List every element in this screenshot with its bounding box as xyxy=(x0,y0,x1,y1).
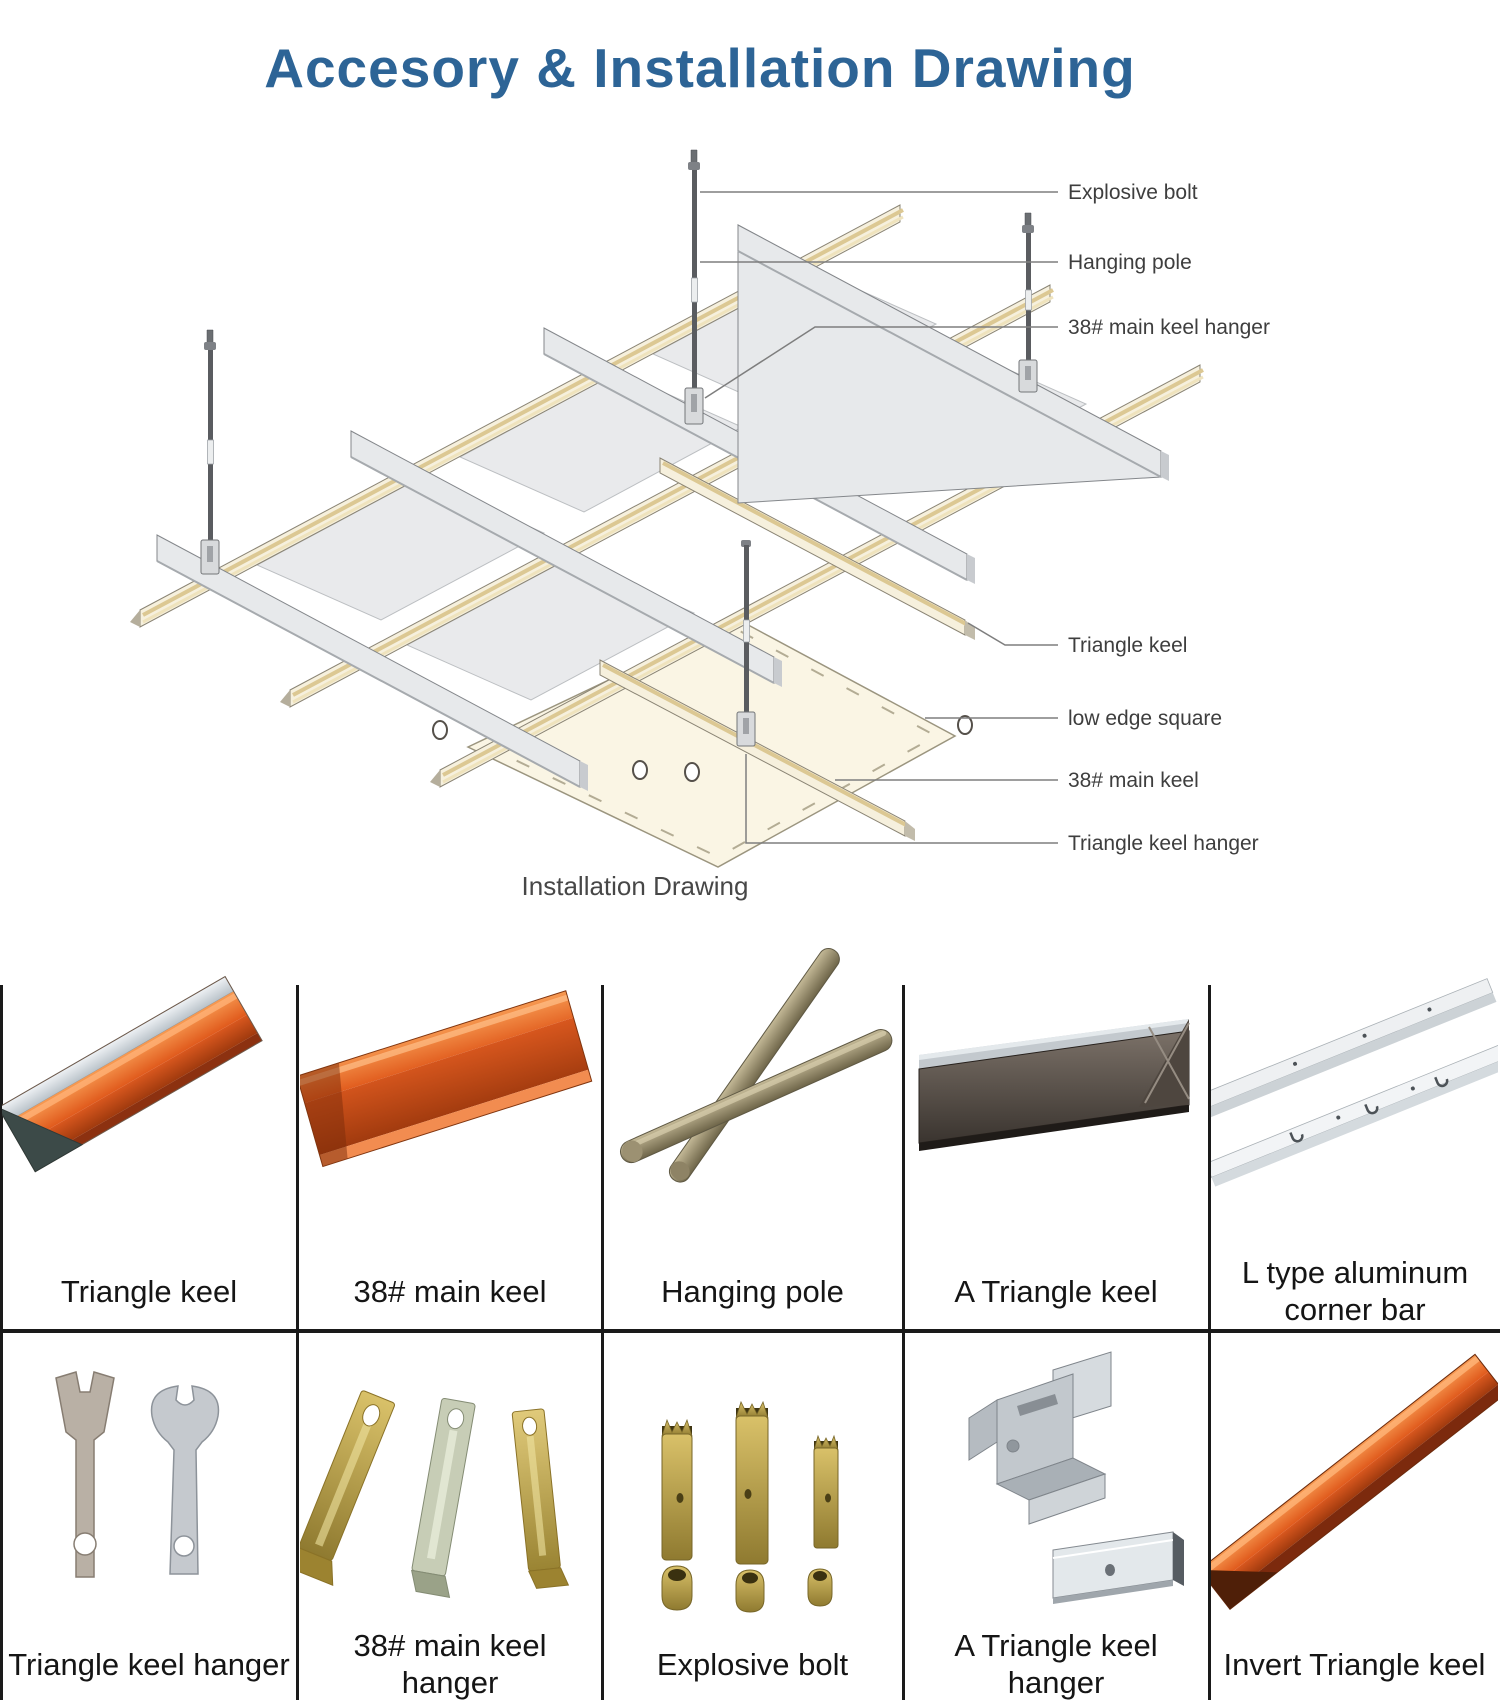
explosive-bolt-head xyxy=(691,150,697,163)
product-label-a-triangle-keel: A Triangle keel xyxy=(954,1273,1158,1309)
product-label-triangle-keel: Triangle keel xyxy=(60,1273,238,1309)
drawing-caption: Installation Drawing xyxy=(521,871,749,901)
callout-label-triangle-keel: Triangle keel xyxy=(1068,634,1188,657)
product-image-a-triangle-keel-hanger xyxy=(905,1342,1205,1632)
callout-label-explosive-bolt: Explosive bolt xyxy=(1068,181,1198,204)
product-image-a-triangle-keel xyxy=(905,935,1205,1255)
page-title: Accesory & Installation Drawing xyxy=(264,37,1136,99)
product-label-triangle-keel-hanger: Triangle keel hanger xyxy=(8,1646,290,1682)
grid-divider xyxy=(296,1333,299,1700)
product-image-l-corner-bar xyxy=(1211,935,1498,1255)
product-label-main-keel: 38# main keel xyxy=(353,1273,547,1309)
product-image-triangle-keel xyxy=(2,935,294,1255)
callout-labels xyxy=(1068,181,1270,855)
product-label-l-corner-bar: L type aluminum corner bar xyxy=(1241,1255,1469,1327)
callout-label-main-keel-hanger: 38# main keel hanger xyxy=(1068,316,1270,339)
hanging-pole-left xyxy=(201,330,219,574)
callout-label-hanging-pole: Hanging pole xyxy=(1068,251,1192,274)
product-label-invert-triangle-keel: Invert Triangle keel xyxy=(1223,1646,1486,1682)
hanging-pole-center xyxy=(685,150,703,424)
grid-divider xyxy=(296,985,299,1329)
explosive-bolt-head xyxy=(207,330,213,343)
product-image-invert-triangle-keel xyxy=(1211,1342,1498,1632)
product-label-hanging-pole: Hanging pole xyxy=(661,1273,844,1309)
product-label-a-triangle-keel-hanger: A Triangle keel hanger xyxy=(954,1628,1158,1700)
product-image-triangle-keel-hanger xyxy=(2,1342,294,1632)
callout-label-main-keel: 38# main keel xyxy=(1068,769,1199,792)
product-image-hanging-pole xyxy=(604,935,899,1255)
product-label-main-keel-hanger: 38# main keel hanger xyxy=(353,1628,547,1700)
product-label-explosive-bolt: Explosive bolt xyxy=(656,1646,849,1682)
product-image-explosive-bolt xyxy=(604,1342,899,1632)
callout-label-low-edge-square: low edge square xyxy=(1068,707,1223,730)
explosive-bolt-head xyxy=(1025,213,1031,226)
product-image-main-keel-hanger xyxy=(300,1342,598,1632)
product-image-main-keel xyxy=(300,935,598,1255)
callout-label-triangle-keel-hanger: Triangle keel hanger xyxy=(1068,832,1259,855)
